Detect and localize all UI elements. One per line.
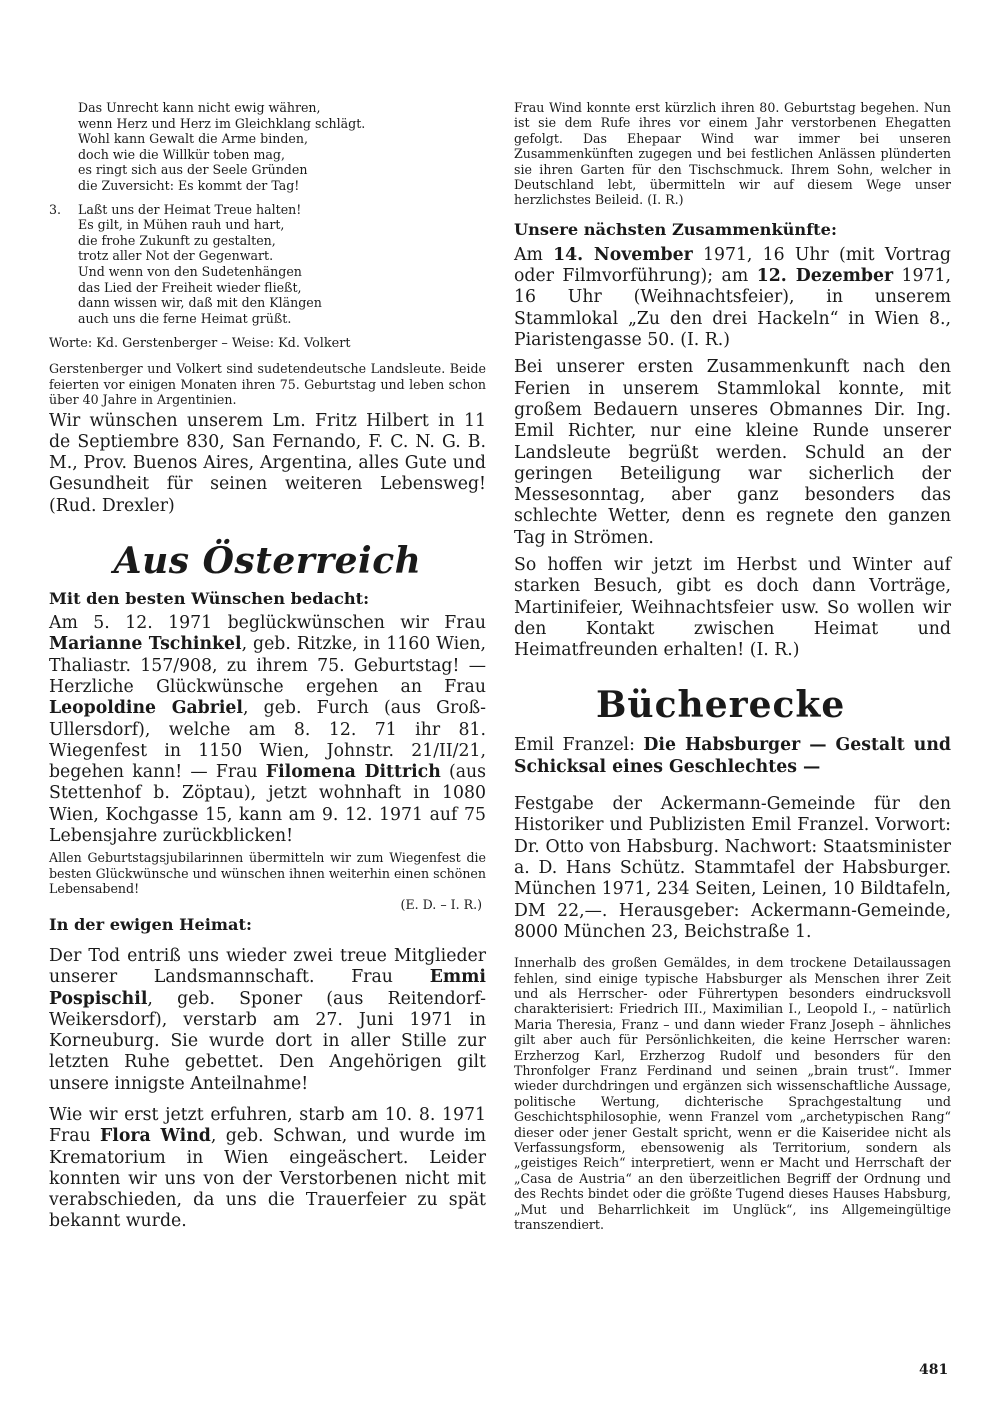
text-run: , geb. Furch (aus Groß-Ullersdorf), welche am 8. 12. 71 ihr 81. Wiegenfest in 1150 Wien, Johnstr. 21/II/21, begehen kann! — Frau	[49, 698, 486, 783]
text-run: Wie wir erst jetzt erfuhren, starb am 10. 8. 1971 Frau	[49, 1104, 486, 1147]
book-title	[514, 735, 951, 778]
page-number: 481	[919, 1362, 949, 1378]
person-name: Filomena Dittrich	[265, 762, 441, 783]
death-notice-1	[49, 946, 486, 1095]
first-meeting-paragraph: Bei unserer ersten Zusammenkunft nach den Ferien in unserem Stammlokal konnte, mit großem Bedauern unseres Obmannes Dir. Ing. Emil Richter, nur eine kleine Runde unserer Landsleute begrüßt werden. Schuld an der geringen Beteiligung war sicherlich der Messesonntag, aber ganz besonders das schlechte Wetter, denn es regnete den ganzen Tag in Strömen.	[514, 357, 951, 548]
poem-line: Das Unrecht kann nicht ewig währen,	[78, 100, 321, 115]
poem	[49, 100, 486, 326]
jubilee-note: Allen Geburtstagsjubilarinnen übermitteln wir zum Wiegenfest die besten Glückwünsche und wünschen ihnen weiterhin einen schönen Lebensabend!	[49, 850, 486, 897]
birthday-subheading: Mit den besten Wünschen bedacht:	[49, 589, 370, 609]
person-name: Leopoldine Gabriel	[49, 698, 243, 719]
poem-line: die frohe Zukunft zu gestalten,	[78, 232, 276, 248]
book-info: Festgabe der Ackermann-Gemeinde für den Historiker und Publizisten Emil Franzel. Vorwort: Dr. Otto von Habsburg. Nachwort: Staatsminister a. D. Hans Schütz. Stammtafel der Habsburger. München 1971, 234 Seiten, Leinen, 10 Bildtafeln, DM 22,—. Herausgeber: Ackermann-Gemeinde, 8000 München 23, Beichstraße 1.	[514, 794, 951, 942]
poem-line: auch uns die ferne Heimat grüßt.	[78, 310, 292, 326]
poem-stanza-2	[49, 100, 486, 194]
poem-line: Es gilt, in Mühen rauh und hart,	[78, 217, 285, 233]
stanza-number: 3.	[49, 201, 62, 217]
section-heading: Aus Österreich	[113, 540, 422, 583]
birthday-paragraph	[49, 613, 486, 847]
poem-credit: Worte: Kd. Gerstenberger – Weise: Kd. Volkert	[49, 336, 351, 352]
hope-paragraph: So hoffen wir jetzt im Herbst und Winter auf starken Besuch, gibt es doch dann Vorträge, Martinifeier, Weihnachtsfeier usw. So wollen wir den Kontakt zwischen Heimat und Heimatfreunden erhalten! (I. R.)	[514, 555, 951, 661]
text-run: 1971, 16 Uhr (Weihnachtsfeier), in unserem Stammlokal „Zu den drei Hackeln“ in Wien 8., Piaristengasse 50. (I. R.)	[514, 266, 952, 351]
left-column	[49, 100, 486, 1233]
authors-note: Gerstenberger und Volkert sind sudetendeutsche Landsleute. Beide feierten vor einigen Monaten ihren 75. Geburtstag und leben schon über 40 Jahre in Argentinien.	[49, 361, 486, 408]
text-run: (aus Stettenhof b. Zöptau), jetzt wohnhaft in 1080 Wien, Kochgasse 15, kann am 9. 12. 1971 auf 75 Lebensjahre zurückblicken!	[49, 762, 487, 846]
text-run: 1971, 16 Uhr (mit Vortrag oder Filmvorführung); am	[514, 244, 951, 287]
poem-line: wenn Herz und Herz im Gleichklang schlägt.	[78, 115, 366, 131]
poem-line: Und wenn von den Sudetenhängen	[78, 263, 302, 279]
text-run: , geb. Ritzke, in 1160 Wien, Thaliastr. 157/908, zu ihrem 75. Geburtstag! — Herzliche Glückwünsche ergehen an Frau	[49, 634, 486, 697]
poem-line: doch wie die Willkür toben mag,	[78, 146, 285, 162]
poem-line: dann wissen wir, daß mit den Klängen	[78, 295, 322, 311]
jubilee-signature: (E. D. – I. R.)	[400, 896, 482, 912]
books-heading: Bücherecke	[596, 684, 846, 727]
eternal-home-subheading: In der ewigen Heimat:	[49, 914, 252, 934]
right-column	[514, 100, 951, 1232]
person-name: Flora Wind	[100, 1126, 211, 1147]
poem-line: die Zuversicht: Es kommt der Tag!	[78, 177, 300, 193]
person-name: Emmi Pospischil	[49, 967, 486, 1009]
meeting-date: 14. November	[553, 244, 693, 265]
book-author: Emil Franzel:	[514, 735, 644, 756]
wind-note: Frau Wind konnte erst kürzlich ihren 80. Geburtstag begehen. Nun ist sie dem Rufe ihres vor einem Jahr verstorbenen Ehegatten gefolgt. Das Ehepaar Wind war immer bei unseren Zusammenkünften zugegen und bei festlichen Anlässen plünderten sie ihren Garten für den Tischschmuck. Ihrem Sohn, welcher in Deutschland lebt, übermitteln wir auf diesem Wege unser herzlichstes Beileid. (I. R.)	[514, 100, 951, 208]
meetings-paragraph	[514, 245, 951, 351]
poem-line: trotz aller Not der Gegenwart.	[78, 248, 274, 264]
book-review: Innerhalb des großen Gemäldes, in dem trockene Detailaussagen fehlen, sind einige typische Habsburger als Menschen ihrer Zeit und als Herrscher- oder Führertypen besonders eindrucksvoll charakterisiert: Friedrich III., Maximilian I., Leopold I., – natürlich Maria Theresia, Franz – und dann wieder Franz Joseph – ähnliches gilt aber auch für Persönlichkeiten, die keine Herrscher waren: Erzherzog Karl, Erzherzog Rudolf und besonders für den Thronfolger Franz Ferdinand und seinen „brain trust“. Immer wieder durchdringen und ergänzen sich wissenschaftliche Aussage, politische Wertung, dichterische Sprachgestaltung und Geschichtsphilosophie, wenn Franzel vom „archetypischen Rang“ dieser oder jener Gestalt spricht, wenn er die Kaiseridee nicht als Verfassungsform, ebensowenig als Territorium, sondern als „geistiges Reich“ interpretiert, wenn er Macht und Herrschaft der „Casa de Austria“ an den überzeitlichen Begriff der Ordnung und des Rechts bindet oder die größte Tugend dieses Hauses Habsburg, „Mut und Beharrlichkeit im Unglück“, ins Allgemeingültige transzendiert.	[514, 955, 951, 1233]
poem-line: Laßt uns der Heimat Treue halten!	[78, 201, 302, 217]
poem-stanza-3	[49, 202, 486, 327]
death-notice-2	[49, 1105, 486, 1233]
text-run: , geb. Sponer (aus Reitendorf-Weikersdorf), verstarb am 27. Juni 1971 in Korneuburg. Sie wurde dort in aller Stille zur letzten Ruhe gebettet. Den Angehörigen gilt unsere innigste Anteilnahme!	[49, 988, 486, 1094]
text-run: , geb. Schwan, und wurde im Krematorium in Wien eingeäschert. Leider konnten wir uns von der Verstorbenen nicht mit verabschieden, da uns die Trauerfeier zu spät bekannt wurde.	[49, 1126, 486, 1232]
meeting-date: 12. Dezember	[756, 266, 894, 287]
text-run: Der Tod entriß uns wieder zwei treue Mitglieder unserer Landsmannschaft. Frau	[49, 945, 486, 988]
poem-line: das Lied der Freiheit wieder fließt,	[78, 279, 302, 295]
person-name: Marianne Tschinkel	[49, 634, 242, 655]
meetings-subheading: Unsere nächsten Zusammenkünfte:	[514, 219, 837, 239]
hilbert-wish: Wir wünschen unserem Lm. Fritz Hilbert in 11 de Septiembre 830, San Fernando, F. C. N. G. B. M., Prov. Buenos Aires, Argentina, alles Gute und Gesundheit für seinen weiteren Lebensweg! (Rud. Drexler)	[49, 410, 486, 516]
text-run: Am 5. 12. 1971 beglückwünschen wir Frau	[49, 613, 486, 634]
book-name: Die Habsburger — Gestalt und Schicksal eines Geschlechtes —	[514, 735, 951, 777]
text-run: Am	[514, 244, 554, 265]
poem-line: es ringt sich aus der Seele Gründen	[78, 162, 308, 178]
poem-line: Wohl kann Gewalt die Arme binden,	[78, 131, 308, 147]
